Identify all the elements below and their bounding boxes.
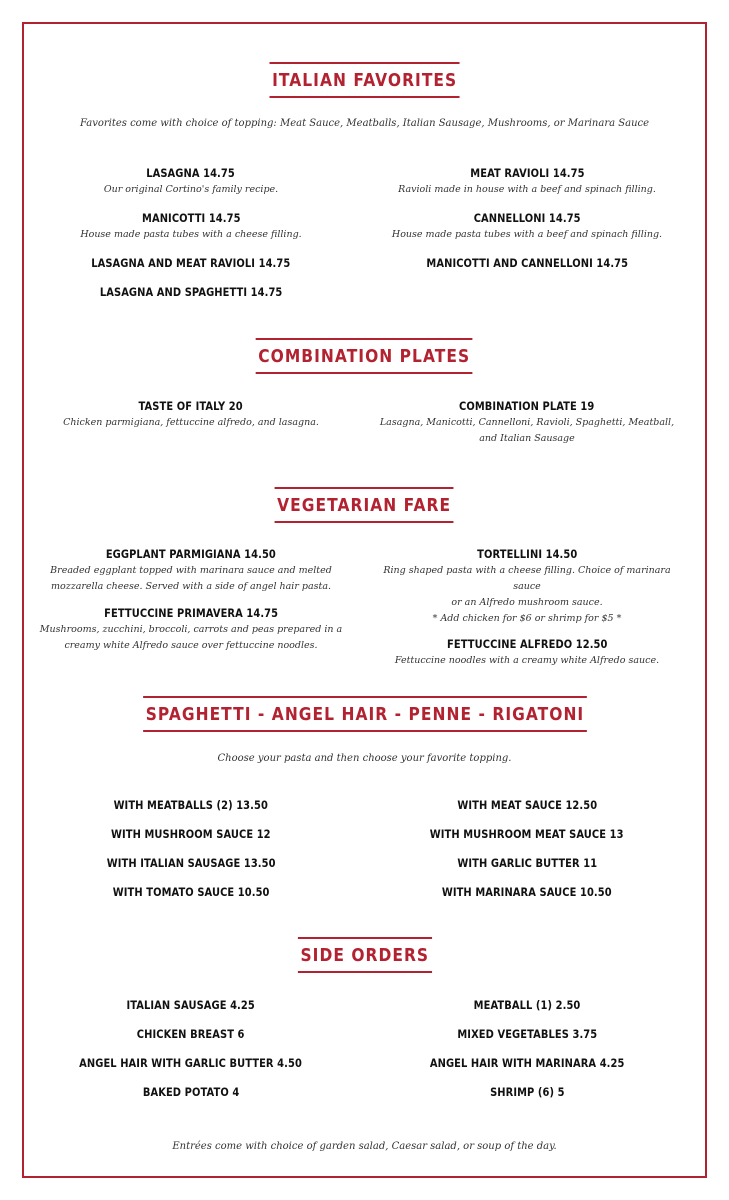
favorites-right-column (372, 164, 682, 272)
menu-item-fettuccine-alfredo: FETTUCCINE ALFREDO 12.50 Fettuccine noodles with a creamy white Alfredo sauce. (394, 637, 660, 666)
section-title-side-orders: SIDE ORDERS (0, 937, 729, 973)
menu-item-baked-potato: BAKED POTATO 4 (142, 1085, 240, 1099)
menu-item-taste-of-italy: TASTE OF ITALY 20 Chicken parmigiana, fettuccine alfredo, and lasagna. (63, 399, 319, 428)
menu-item-eggplant-parmigiana: EGGPLANT PARMIGIANA 14.50 Breaded eggplant topped with marinara sauce and melted mozzarella cheese. Served with a side of angel hair pasta. (50, 547, 332, 592)
menu-item-with-italian-sausage: WITH ITALIAN SAUSAGE 13.50 (106, 856, 276, 870)
menu-item-angel-hair-garlic-butter: ANGEL HAIR WITH GARLIC BUTTER 4.50 (79, 1056, 303, 1070)
menu-item-with-marinara-sauce: WITH MARINARA SAUCE 10.50 (442, 885, 612, 899)
menu-item-fettuccine-primavera: FETTUCCINE PRIMAVERA 14.75 Mushrooms, zucchini, broccoli, carrots and peas prepared in a creamy white Alfredo sauce over fettuccine noodles. (39, 606, 343, 651)
sides-right-column (372, 996, 682, 1101)
menu-item-lasagna: LASAGNA 14.75 Our original Cortino's family recipe. (103, 166, 279, 195)
section-title-italian-favorites: ITALIAN FAVORITES (0, 62, 729, 98)
menu-item-with-mushroom-sauce: WITH MUSHROOM SAUCE 12 (111, 827, 271, 841)
menu-item-manicotti: MANICOTTI 14.75 House made pasta tubes with a cheese filling. (80, 211, 302, 240)
menu-item-shrimp: SHRIMP (6) 5 (489, 1085, 565, 1099)
pasta-note: Choose your pasta and then choose your favorite topping. (217, 753, 512, 764)
section-title-combination-plates: COMBINATION PLATES (0, 338, 729, 374)
menu-item-lasagna-spaghetti: LASAGNA AND SPAGHETTI 14.75 (99, 285, 283, 299)
menu-item-with-meatballs: WITH MEATBALLS (2) 13.50 (113, 798, 269, 812)
menu-item-with-mushroom-meat-sauce: WITH MUSHROOM MEAT SAUCE 13 (430, 827, 624, 841)
menu-item-lasagna-meat-ravioli: LASAGNA AND MEAT RAVIOLI 14.75 (91, 256, 291, 270)
menu-item-meat-ravioli: MEAT RAVIOLI 14.75 Ravioli made in house with a beef and spinach filling. (398, 166, 656, 195)
sides-left-column (36, 996, 346, 1101)
favorites-left-column (36, 164, 346, 301)
menu-item-with-garlic-butter: WITH GARLIC BUTTER 11 (457, 856, 597, 870)
menu-item-combination-plate: COMBINATION PLATE 19 Lasagna, Manicotti, Cannelloni, Ravioli, Spaghetti, Meatball, and Italian Sausage (379, 399, 675, 444)
entrees-note: Entrées come with choice of garden salad, Caesar salad, or soup of the day. (172, 1141, 557, 1152)
combination-right-column (372, 397, 682, 447)
section-title-vegetarian-fare: VEGETARIAN FARE (0, 487, 729, 523)
menu-item-mixed-vegetables: MIXED VEGETABLES 3.75 (457, 1027, 597, 1041)
menu-item-angel-hair-marinara: ANGEL HAIR WITH MARINARA 4.25 (429, 1056, 625, 1070)
favorites-note: Favorites come with choice of topping: Meat Sauce, Meatballs, Italian Sausage, Mushrooms, or Marinara Sauce (79, 118, 650, 129)
menu-item-with-tomato-sauce: WITH TOMATO SAUCE 10.50 (112, 885, 270, 899)
pasta-right-column (372, 796, 682, 901)
menu-item-manicotti-cannelloni: MANICOTTI AND CANNELLONI 14.75 (426, 256, 628, 270)
pasta-left-column (36, 796, 346, 901)
menu-item-tortellini: TORTELLINI 14.50 Ring shaped pasta with a cheese filling. Choice of marinara sauce or an Alfredo mushroom sauce. * Add chicken for $6 or shrimp for $5 * (383, 547, 671, 624)
menu-item-italian-sausage: ITALIAN SAUSAGE 4.25 (126, 998, 256, 1012)
section-title-pasta: SPAGHETTI - ANGEL HAIR - PENNE - RIGATONI (0, 696, 729, 732)
menu-item-cannelloni: CANNELLONI 14.75 House made pasta tubes with a beef and spinach filling. (391, 211, 663, 240)
menu-item-with-meat-sauce: WITH MEAT SAUCE 12.50 (457, 798, 597, 812)
menu-item-meatball: MEATBALL (1) 2.50 (473, 998, 581, 1012)
vegetarian-left-column (36, 545, 346, 654)
menu-item-chicken-breast: CHICKEN BREAST 6 (137, 1027, 245, 1041)
vegetarian-right-column (372, 545, 682, 669)
combination-left-column (36, 397, 346, 431)
